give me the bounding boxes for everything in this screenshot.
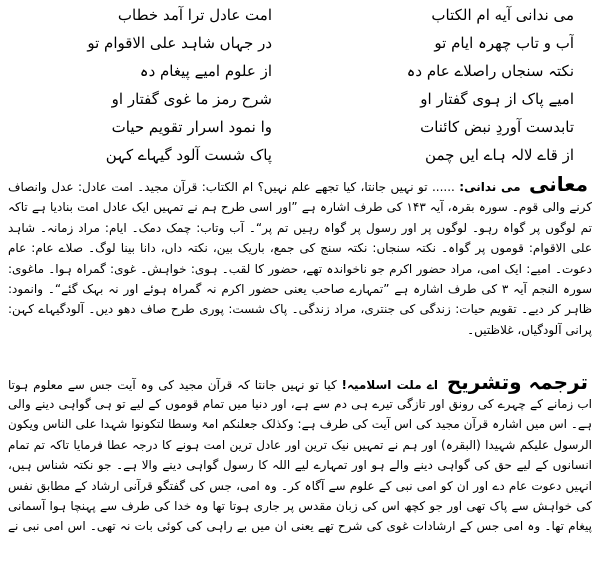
- poem: [8, 4, 592, 172]
- meanings-lead: می ندانی:: [459, 180, 521, 194]
- meanings-text: ...... تو نہیں جانتا، کیا تجھے علم نہیں؟ ام الکتاب: قرآن مجید۔ امت عادل: عدل وانصاف کرنے والی قوم۔ سورہ بقرہ، آیہ ۱۴۳ کی طرف اشارہ ہے ”اور اسی طرح ہم نے تمہیں ایک عادل امت بنادیا ہے تاکہ تم لوگوں پر گواہ رہو۔ لوگوں پر اور رسول پر گواہ رہیں تم پر“۔ آب وتاب: چمک دمک۔ ایام: مراد زمانہ۔ شاہد علی الاقوام: قوموں پر گواہ۔ نکتہ سنجاں: نکتہ سنج کی جمع، باریک بین، نکتہ داں، دانا بینا لوگ۔ صلاے عام: عام دعوت۔ امیے: ایک امی، مراد حضور اکرم جو ناخواندہ تھے، حضور کا لقب۔ ہوی: خواہش۔ غوی: گمراہ ہوا۔ ماغوی: سورہ النجم آیہ ۳ کی طرف اشارہ ہے ”تمہارے صاحب یعنی حضور اکرم نہ گمراہ ہوئے اور نہ بہک گئے“۔ وانمود: ظاہر کر دیے۔ تقویم حیات: زندگی کی جنتری، مراد زندگی۔ پاک شست: پوری طرح صاف دھو دیں۔ آلودگیہاے کہن: پرانی آلودگیاں، غلاظتیں۔: [8, 180, 592, 337]
- explanation-paragraph: اب زمانے کے چہرے کی رونق اور تازگی تیرے ہی دم سے ہے، اور دنیا میں تمام قوموں کے لیے تو ہی گواہی دینے والی ہے۔ اس میں اشارہ قرآن مجید کی اس آیت کی طرف ہے: وکذلک جعلنکم امۃ وسطا لتکونوا شہدا علی الناس ویکون الرسول علیکم شہیدا (البقرہ) اور ہم نے تمہیں نیک ترین اور عادل ترین امت ہونے کا درجہ عطا فرمایا تاکہ تم تمام انسانوں کے لیے حق کی گواہی دینے والے ہو اور تمہارے لیے اللہ کا رسول گواہی دینے والا ہے۔ جو نکتہ شناس ہیں، انہیں دعوت عام دے اور ان کو امی نبی کے علوم سے آگاہ کر۔ وہ امی، جس کی گفتگو قرآنی ارشاد کے مطابق نفس کی خواہش سے پاک تھی اور جو کچھ اس کی زبان مقدس پر جاری ہوتا تھا وہ خدا کی طرف سے پہنچا ہوا آسمانی پیغام تھا۔ وہ امی جس کے ارشادات غوی کی شرح تھے یعنی ان میں بے راہی کی کوئی بات نہ تھی۔ اس امی نبی نے: [8, 397, 592, 534]
- verse-first-hemistich: نکتہ سنجاں راصلاے عام دہ: [406, 62, 574, 80]
- poem-verse: [8, 144, 592, 166]
- verse-first-hemistich: می ندانی آیه ام الکتاب: [431, 6, 574, 24]
- verse-second-hemistich: وا نمود اسرار تقویم حیات: [111, 118, 272, 136]
- explanation-intro: کیا تو نہیں جانتا کہ قرآن مجید کی وہ آیت جس سے معلوم ہوتا: [8, 378, 337, 392]
- verse-second-hemistich: پاک شست آلود گیہاے کہن: [105, 146, 272, 164]
- poem-verse: [8, 88, 592, 110]
- explanation-section: [8, 370, 592, 536]
- verse-first-hemistich: تابدست آوردِ نبض کائنات: [420, 118, 574, 136]
- verse-first-hemistich: امیے پاک از ہوی گفتار او: [420, 90, 574, 108]
- verse-second-hemistich: امت عادل ترا آمد خطاب: [117, 6, 272, 24]
- meanings-paragraph: [8, 172, 592, 370]
- poem-verse: [8, 116, 592, 138]
- poem-verse: [8, 4, 592, 26]
- poem-verse: [8, 32, 592, 54]
- verse-first-hemistich: از قاے لالہ ہاے ایں چمن: [425, 146, 574, 164]
- meanings-heading: معانی: [529, 172, 588, 196]
- explanation-header-line: [8, 370, 592, 394]
- meanings-section: [8, 172, 592, 370]
- verse-second-hemistich: از علوم امیے پیغام دہ: [139, 62, 272, 80]
- verse-second-hemistich: در جہاں شاہد علی الاقوام تو: [87, 34, 272, 52]
- verse-second-hemistich: شرح رمز ما غوی گفتار او: [111, 90, 272, 108]
- verse-first-hemistich: آب و تاب چهرہ ایام تو: [434, 34, 574, 52]
- poem-verse: [8, 60, 592, 82]
- explanation-lead: اے ملت اسلامیہ!: [341, 378, 439, 392]
- explanation-heading: ترجمہ وتشریح: [446, 370, 588, 394]
